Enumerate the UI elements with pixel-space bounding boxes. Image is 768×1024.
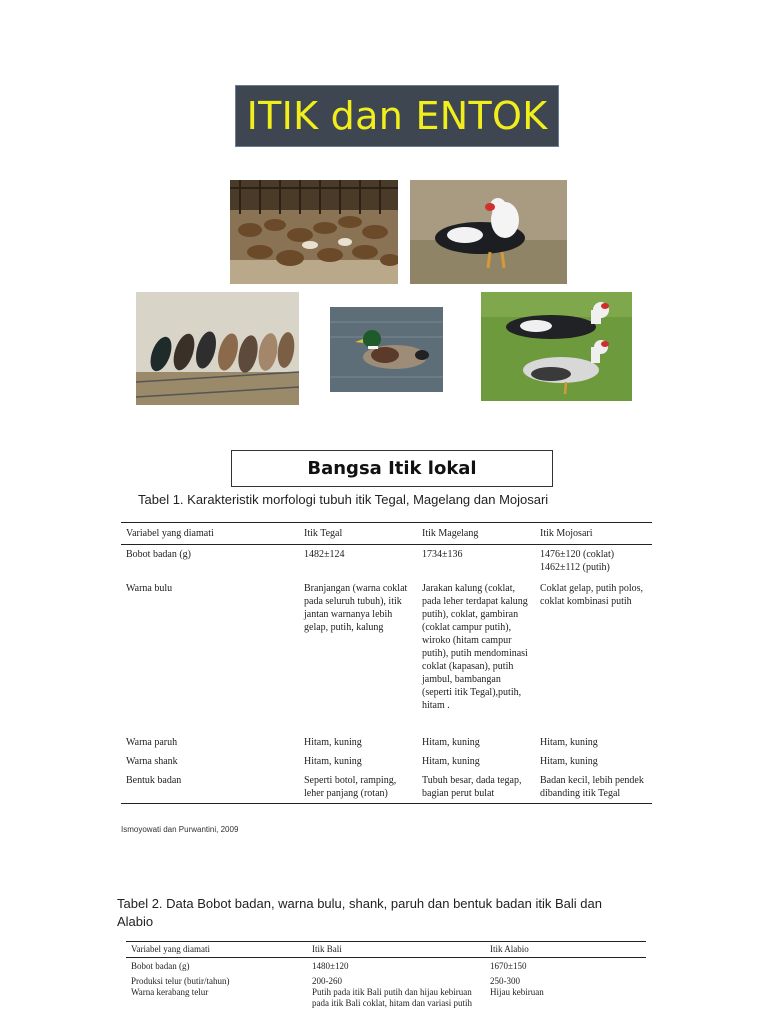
table1 [121,522,652,804]
cell-line: Produksi telur (butir/tahun) [131,976,230,986]
table1-header-row [121,523,652,545]
table-cell: Warna paruh [126,736,178,748]
table-cell: Hitam, kuning [422,736,480,748]
cell-line: Putih pada itik Bali putih dan hijau kebiruan pada itik Bali coklat, hitam dan variasi putih [312,987,472,1008]
table-row [121,752,652,771]
cell-line: 1462±112 (putih) [540,562,610,573]
table1-header-cell: Itik Mojosari [535,523,652,545]
table-cell: Coklat gelap, putih polos, coklat kombinasi putih [540,582,644,607]
table1-header-cell: Itik Tegal [299,523,417,545]
cell-line: 250-300 [490,976,520,986]
table1-header-cell: Variabel yang diamati [121,523,299,545]
cell-line: Hijau kebiruan [490,987,544,997]
cell-line: Warna kerabang telur [131,987,209,997]
table-cell: Hitam, kuning [422,755,480,767]
table2-header-cell: Itik Alabio [485,942,646,958]
table-row [121,733,652,752]
table-cell [485,973,646,1010]
table-cell: Badan kecil, lebih pendek dibanding itik Tegal [535,771,652,804]
table-cell: Hitam, kuning [540,736,598,748]
table2-header-cell: Variabel yang diamati [126,942,307,958]
table2 [126,941,646,1010]
table-cell: Warna bulu [126,582,173,594]
table-cell [126,973,307,1010]
photo-muscovy-pair [481,292,632,401]
table-cell: Seperti botol, ramping, leher panjang (rotan) [299,771,417,804]
table-cell: Hitam, kuning [304,755,362,767]
table-cell [535,545,652,579]
cell-line: 1476±120 (coklat) [540,549,615,560]
table2-header-row [126,942,646,958]
photo-runner-ducks [136,292,299,405]
table-cell: Warna shank [126,755,178,767]
section-title: Bangsa Itik lokal [307,458,477,479]
table-cell: Bentuk badan [121,771,299,804]
title-box [235,85,559,147]
photo-duck-flock [230,180,398,284]
photo-muscovy-standing [410,180,567,284]
cell-line: 200-260 [312,976,342,986]
table-cell: 1734±136 [422,549,463,560]
table-row [121,545,652,579]
page-title: ITIK dan ENTOK [246,94,548,138]
table-cell: Bobot badan (g) [131,961,190,971]
table-row [126,973,646,1010]
table2-header-cell: Itik Bali [307,942,485,958]
table-cell: 1482±124 [304,549,345,560]
table-cell: Hitam, kuning [540,755,598,767]
table2-caption: Tabel 2. Data Bobot badan, warna bulu, shank, paruh dan bentuk badan itik Bali dan Alabio [117,896,602,929]
table-cell: Bobot badan (g) [126,549,191,560]
table-cell [307,973,485,1010]
table-row [126,958,646,974]
table-cell: Hitam, kuning [304,736,362,748]
section-box [231,450,553,487]
table-row [121,579,652,733]
table-cell: Tubuh besar, dada tegap, bagian perut bulat [417,771,535,804]
table-cell: 1480±120 [312,961,349,971]
table1-source: Ismoyowati dan Purwantini, 2009 [121,825,239,834]
table-cell: 1670±150 [490,961,527,971]
table1-caption: Tabel 1. Karakteristik morfologi tubuh itik Tegal, Magelang dan Mojosari [138,492,549,507]
table1-header-cell: Itik Magelang [417,523,535,545]
table-cell: Jarakan kalung (coklat, pada leher terdapat kalung putih), coklat, gambiran (coklat campur putih), wiroko (hitam campur putih), putih mendominasi coklat (kapasan), putih jambul, bambangan (seperti itik Tegal),putih, hitam . [422,582,528,711]
table-row [121,771,652,804]
table-cell: Branjangan (warna coklat pada seluruh tubuh), itik jantan warnanya lebih gelap, putih, kalung [304,582,408,633]
photo-mallard [330,307,443,392]
